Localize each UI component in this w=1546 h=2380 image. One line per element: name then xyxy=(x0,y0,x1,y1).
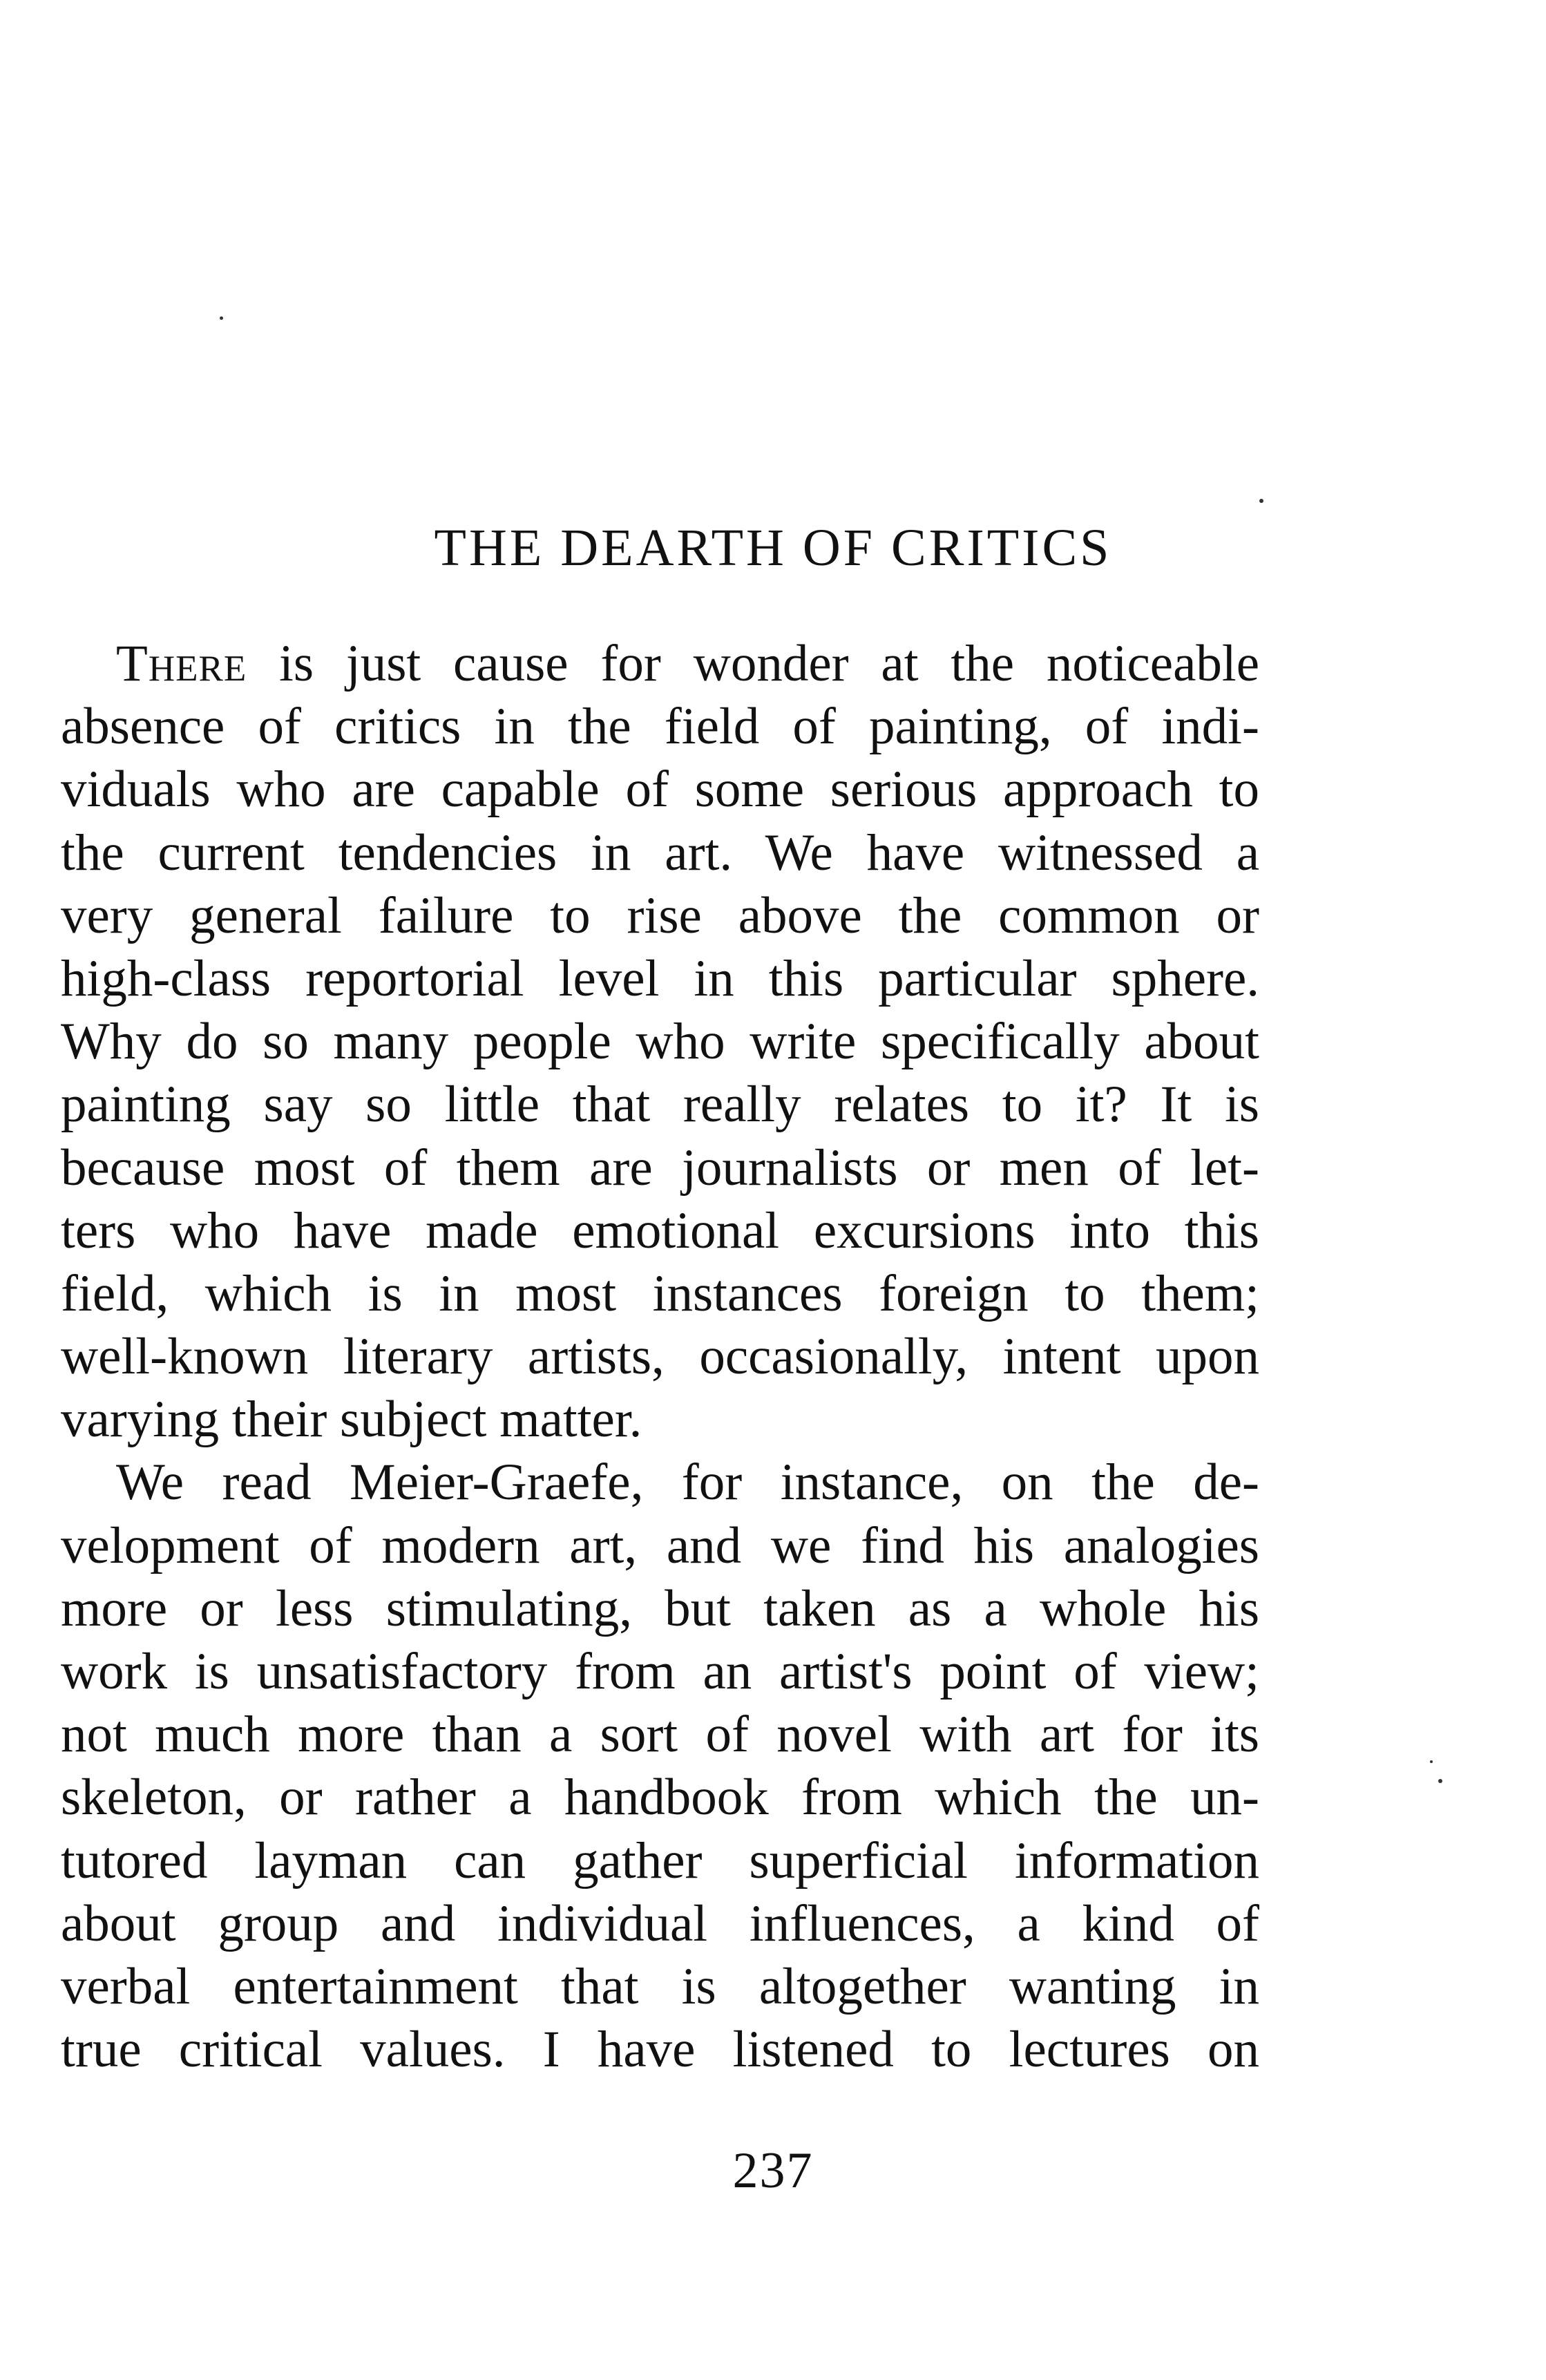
text-line: work is unsatisfactory from an artist's point of view; xyxy=(61,1643,1259,1700)
text-line: ters who have made emotional excursions into this xyxy=(61,1201,1259,1259)
page-title: THE DEARTH OF CRITICS xyxy=(434,519,1112,577)
text-line: more or less stimulating, but taken as a whole his xyxy=(61,1579,1259,1637)
paragraph-1 xyxy=(61,632,1259,1451)
print-speck xyxy=(220,316,223,320)
text-line: velopment of modern art, and we find his analogies xyxy=(61,1516,1259,1574)
text-line: painting say so little that really relates to it? It is xyxy=(61,1076,1259,1134)
text-line: not much more than a sort of novel with art for its xyxy=(61,1706,1259,1764)
text-line: true critical values. I have listened to lectures on xyxy=(61,2021,1259,2079)
text-line: tutored layman can gather superficial information xyxy=(61,1831,1259,1889)
text-line: field, which is in most instances foreign to them; xyxy=(61,1264,1259,1322)
text-line: skeleton, or rather a handbook from which the un- xyxy=(61,1769,1259,1827)
text-line: absence of critics in the field of painting, of indi- xyxy=(61,698,1259,756)
text-line: viduals who are capable of some serious approach to xyxy=(61,761,1259,819)
paragraph-2 xyxy=(61,1451,1259,2081)
text-line: high-class reportorial level in this particular sphere. xyxy=(61,949,1259,1007)
text-line: well-known literary artists, occasionally, intent upon xyxy=(61,1328,1259,1386)
text-line: We read Meier-Graefe, for instance, on the de- xyxy=(116,1454,1259,1512)
text-line: Why do so many people who write specifically about xyxy=(61,1013,1259,1071)
text-line: There is just cause for wonder at the noticeable xyxy=(116,635,1259,692)
print-speck xyxy=(1438,1779,1442,1783)
body-text xyxy=(61,632,1259,2081)
text-line: because most of them are journalists or men of let- xyxy=(61,1139,1259,1197)
print-speck xyxy=(1430,1760,1433,1763)
text-line: about group and individual influences, a kind of xyxy=(61,1894,1259,1952)
text-line: verbal entertainment that is altogether wanting in xyxy=(61,1957,1259,2015)
text-line: varying their subject matter. xyxy=(61,1391,642,1449)
text-line: the current tendencies in art. We have witnessed a xyxy=(61,824,1259,882)
print-speck xyxy=(1259,499,1263,503)
lead-word: There xyxy=(116,635,247,692)
page-number: 237 xyxy=(732,2142,814,2199)
text-line: very general failure to rise above the common or xyxy=(61,886,1259,944)
